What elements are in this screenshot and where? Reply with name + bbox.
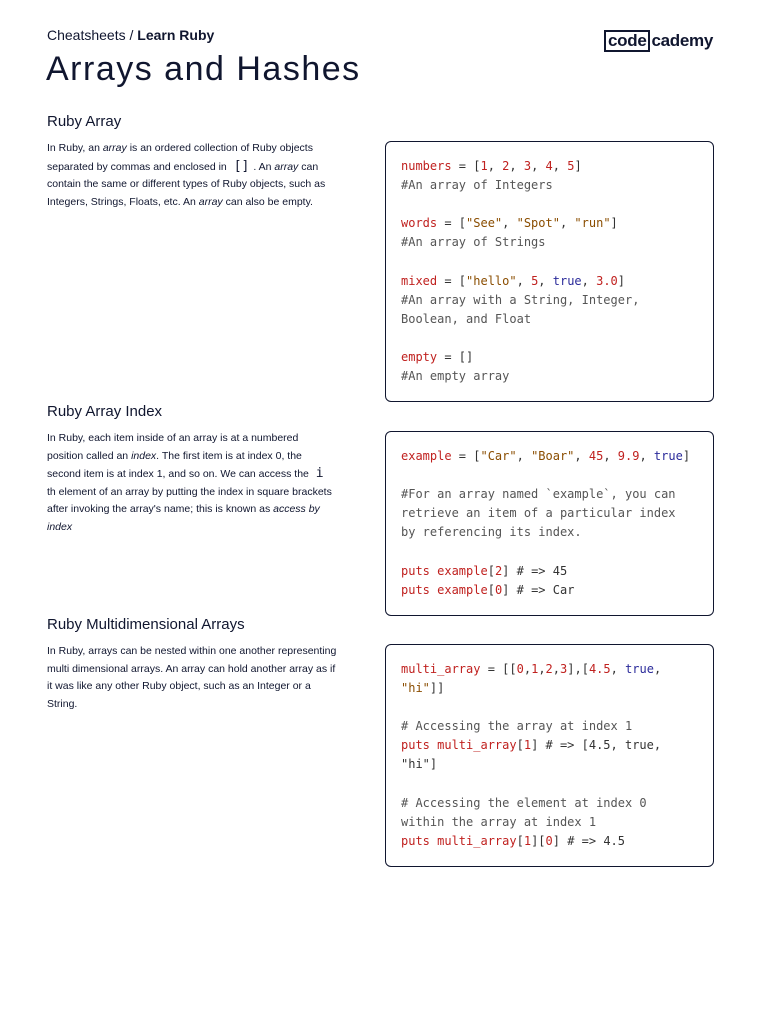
section-description-ruby-multidimensional-arrays <box>47 643 337 713</box>
section-heading-ruby-multidimensional-arrays: Ruby Multidimensional Arrays <box>47 616 245 633</box>
code-comment: #An array of Strings <box>401 235 546 250</box>
code-line: example = ["Car", "Boar", 45, 9.9, true] <box>401 449 691 463</box>
code-blank <box>401 195 713 214</box>
section-heading-ruby-array: Ruby Array <box>47 113 122 130</box>
code-block-ruby-array-index[interactable] <box>385 431 714 616</box>
page-title: Arrays and Hashes <box>46 50 361 88</box>
code-comment: #An array with a String, Integer, <box>401 292 640 307</box>
code-block-ruby-multidimensional-arrays[interactable] <box>385 644 714 867</box>
code-comment: Boolean, and Float <box>401 311 532 326</box>
code-blank <box>401 698 713 717</box>
code-line: "hi"]] <box>401 681 445 696</box>
code-line: multi_array = [[0,1,2,3],[4.5, true, <box>401 662 662 676</box>
code-blank <box>401 329 713 348</box>
code-comment: within the array at index 1 <box>401 814 597 829</box>
code-line: "hi"] <box>401 757 438 772</box>
code-blank <box>401 775 713 794</box>
logo-rest-text: cademy <box>651 31 714 50</box>
code-line: numbers = [1, 2, 3, 4, 5] <box>401 159 582 173</box>
inline-code: i <box>315 466 324 481</box>
breadcrumb <box>47 27 214 43</box>
code-comment: retrieve an item of a particular index <box>401 506 676 521</box>
desc-text: In Ruby, arrays can be nested within one another representing multi dimensional arrays. An array can hold another array as if it was like any other Ruby object, such as an Integer or a String. <box>47 645 337 710</box>
code-line: puts example[2] # => 45 <box>401 563 568 578</box>
desc-italic: array <box>274 160 299 173</box>
section-description-ruby-array-index <box>47 430 337 536</box>
code-comment: #An empty array <box>401 369 510 384</box>
desc-italic: array <box>102 142 127 154</box>
desc-text: is an ordered collection of Ruby objects separated by commas and enclosed in <box>47 142 313 173</box>
desc-text: . The first item is at index 0, the second item is at index 1, and so on. We can access the <box>47 449 312 480</box>
section-heading-ruby-array-index: Ruby Array Index <box>47 403 163 420</box>
code-comment: # Accessing the element at index 0 <box>401 795 647 810</box>
desc-text: . An <box>253 160 275 173</box>
desc-italic: array <box>198 195 223 208</box>
code-comment: #An array of Integers <box>401 178 553 193</box>
code-blank <box>401 466 713 485</box>
code-block-ruby-array[interactable] <box>385 141 714 402</box>
inline-code: [] <box>233 158 250 174</box>
code-line: puts multi_array[1][0] # => 4.5 <box>401 833 625 848</box>
code-line: words = ["See", "Spot", "run"] <box>401 216 618 231</box>
codecademy-logo[interactable] <box>604 30 713 52</box>
breadcrumb-parent[interactable]: Cheatsheets / <box>47 27 134 43</box>
breadcrumb-current[interactable]: Learn Ruby <box>137 27 215 43</box>
desc-text: In Ruby, an <box>47 142 103 154</box>
code-blank <box>401 252 713 271</box>
code-line: puts multi_array[1] # => [4.5, true, <box>401 738 662 753</box>
code-line: empty = [] <box>401 349 474 364</box>
desc-text: can contain the same or different types of Ruby objects, such as Integers, Strings, Floats, etc. An <box>47 160 326 208</box>
code-comment: by referencing its index. <box>401 525 582 540</box>
desc-italic: index <box>131 449 157 462</box>
code-blank <box>401 542 713 561</box>
code-line: puts example[0] # => Car <box>401 582 575 597</box>
code-line: mixed = ["hello", 5, true, 3.0] <box>401 273 626 288</box>
desc-italic: access by index <box>47 503 320 533</box>
desc-text: can also be empty. <box>222 195 313 208</box>
logo-box-text: code <box>604 30 650 52</box>
code-comment: #For an array named `example`, you can <box>401 487 676 502</box>
desc-text: th element of an array by putting the index in square brackets after invoking the array's name; this is known as <box>47 485 332 515</box>
desc-text: In Ruby, each item inside of an array is at a numbered position called an <box>47 432 299 462</box>
code-comment: # Accessing the array at index 1 <box>401 719 633 734</box>
section-description-ruby-array <box>47 140 337 211</box>
